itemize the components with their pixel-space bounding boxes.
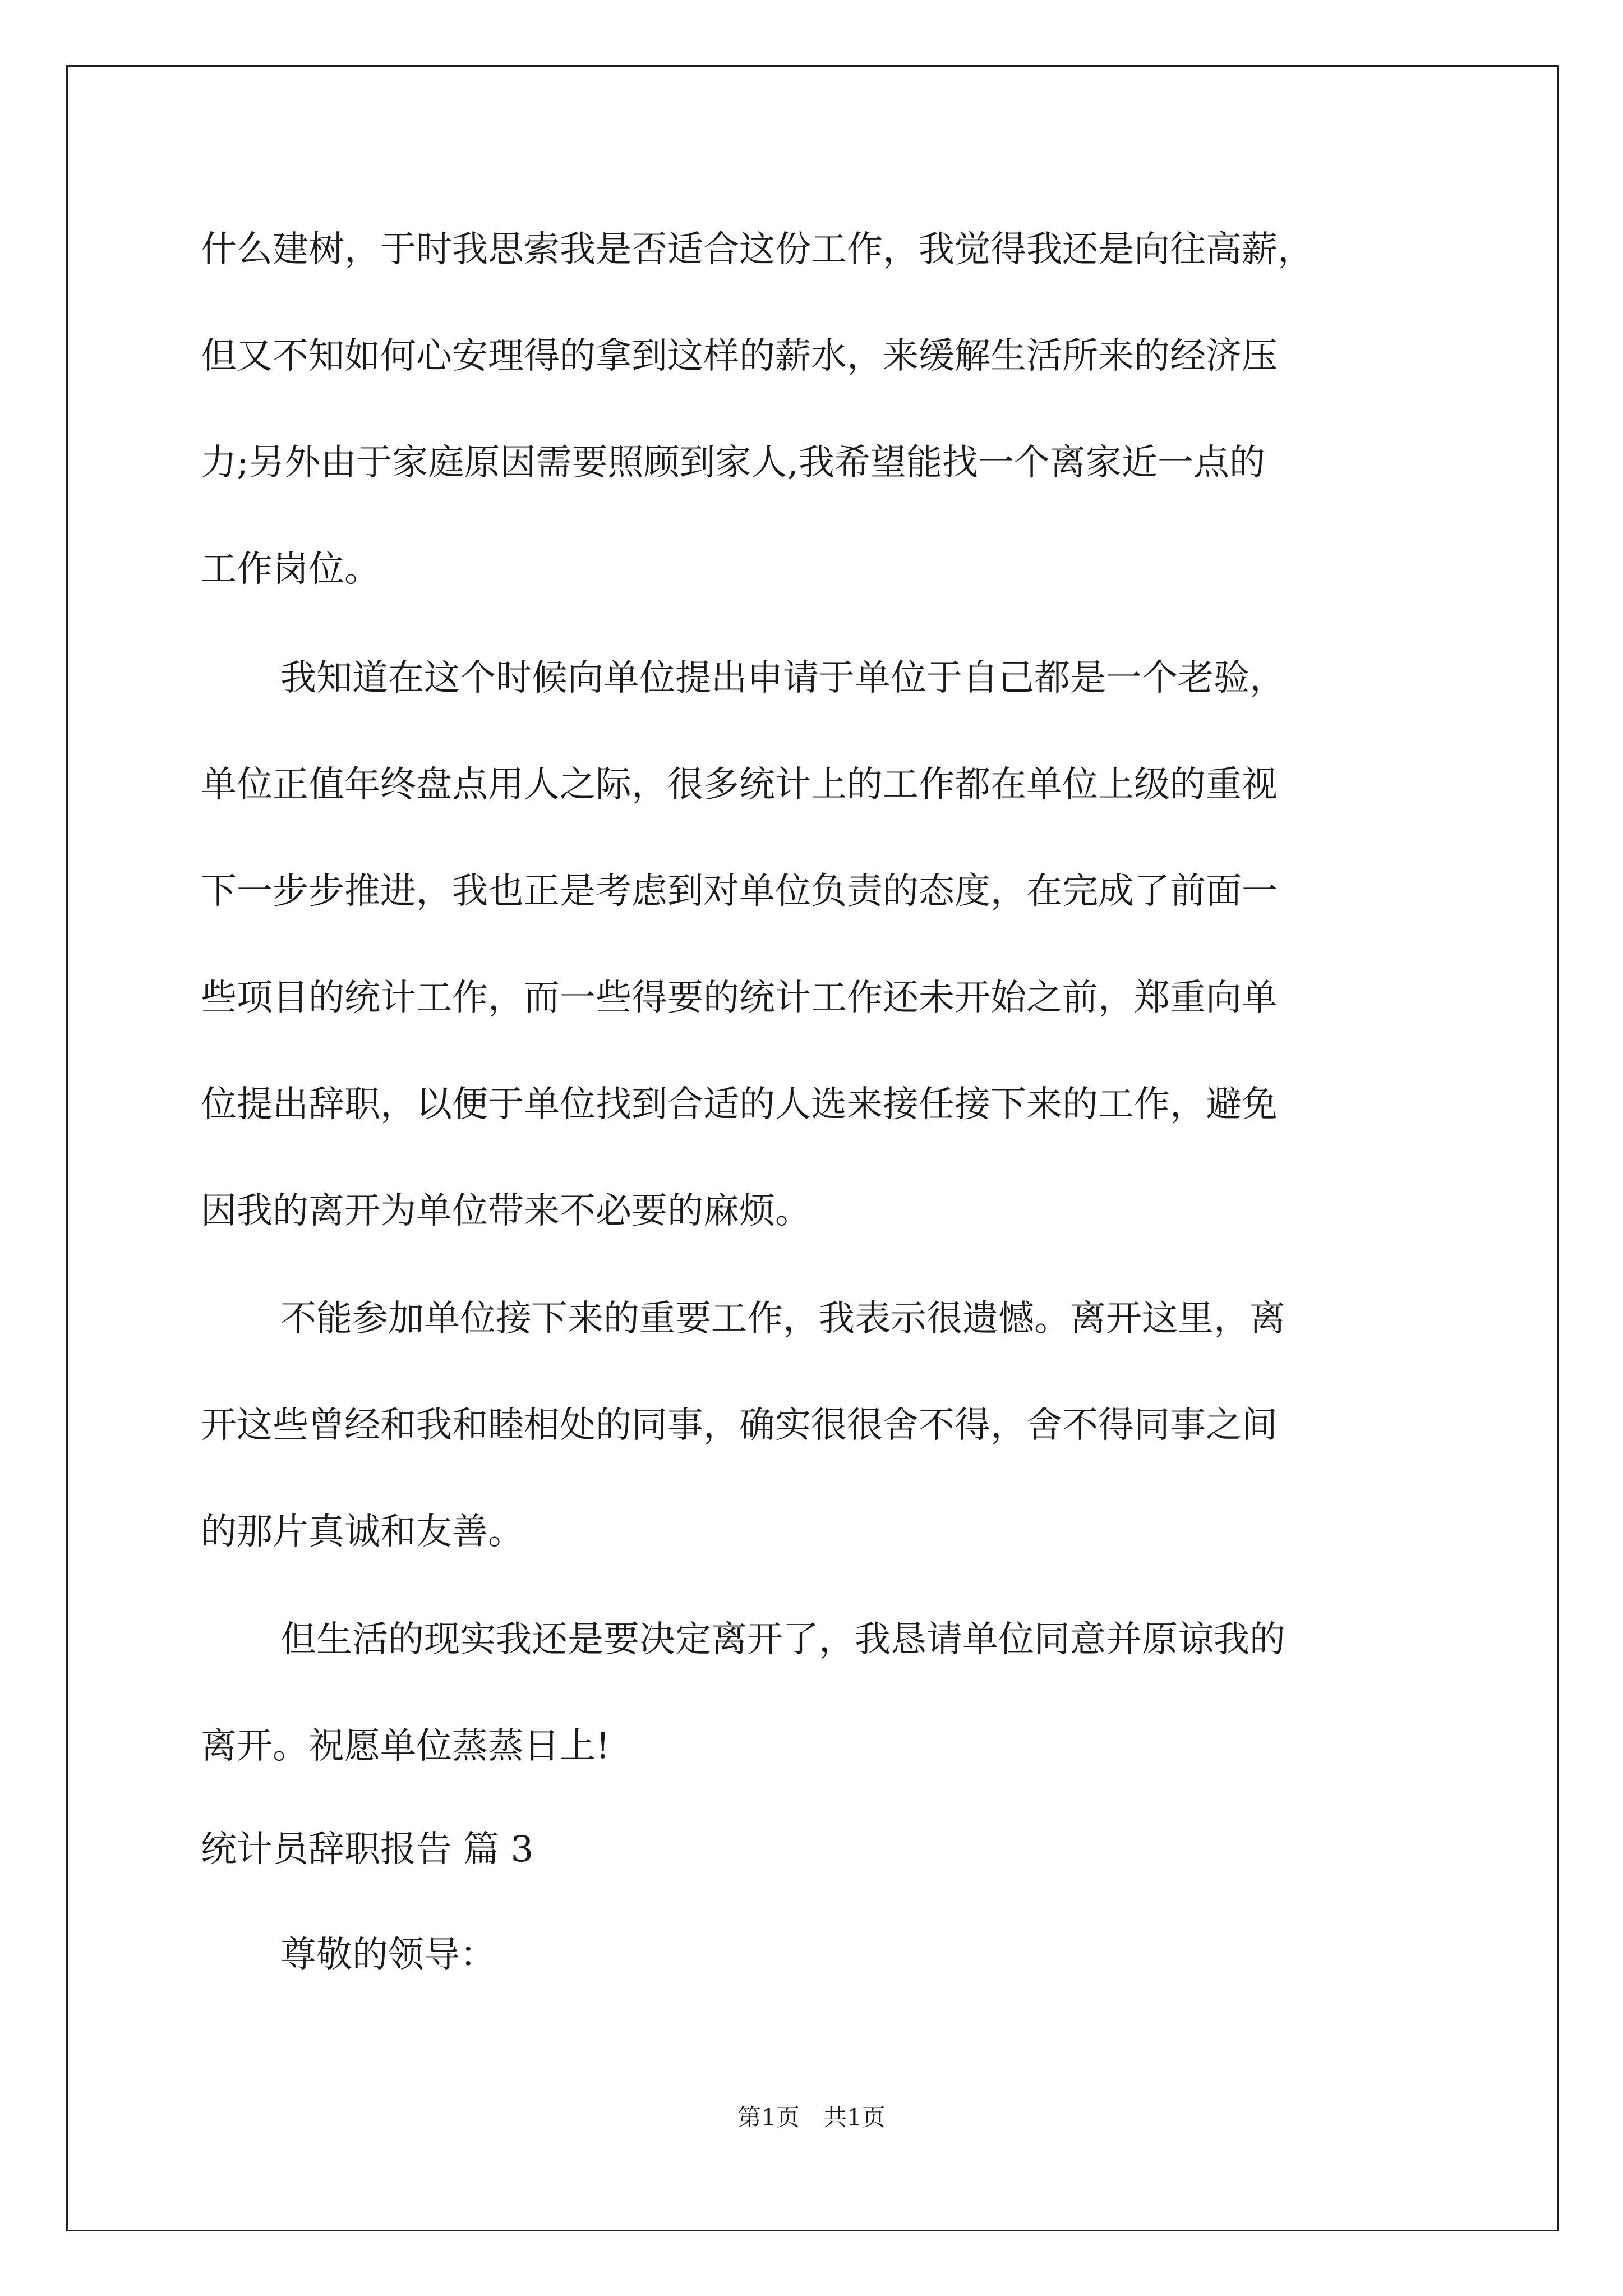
text-line: 什么建树，于时我思索我是否适合这份工作，我觉得我还是向往高薪， — [201, 229, 1313, 270]
text-line: 离开。祝愿单位蒸蒸日上! — [201, 1726, 610, 1767]
text-line: 开这些曾经和我和睦相处的同事，确实很很舍不得，舍不得同事之间 — [201, 1405, 1278, 1446]
text-line: 但又不知如何心安理得的拿到这样的薪水，来缓解生活所来的经济压 — [201, 335, 1278, 377]
text-line: 单位正值年终盘点用人之际，很多统计上的工作都在单位上级的重视 — [201, 764, 1278, 806]
paragraph-start: 但生活的现实我还是要决定离开了，我恳请单位同意并原谅我的 — [280, 1619, 1285, 1660]
text-line: 因我的离开为单位带来不必要的麻烦。 — [201, 1190, 811, 1232]
text-line: 的那片真诚和友善。 — [201, 1511, 524, 1553]
text-line: 下一步步推进，我也正是考虑到对单位负责的态度，在完成了前面一 — [201, 871, 1278, 912]
text-line: 位提出辞职，以便于单位找到合适的人选来接任接下来的工作，避免 — [201, 1084, 1278, 1125]
text-line: 力;另外由于家庭原因需要照顾到家人,我希望能找一个离家近一点的 — [201, 442, 1265, 484]
text-line: 些项目的统计工作，而一些得要的统计工作还未开始之前，郑重向单 — [201, 977, 1278, 1019]
salutation: 尊敬的领导： — [280, 1934, 496, 1976]
text-line: 工作岗位。 — [201, 549, 380, 590]
paragraph-start: 我知道在这个时候向单位提出申请于单位于自己都是一个老验， — [280, 657, 1285, 699]
page-border — [66, 65, 1559, 2231]
section-heading: 统计员辞职报告 篇 3 — [201, 1829, 534, 1870]
page-footer: 第1页 共1页 — [737, 2104, 886, 2131]
paragraph-start: 不能参加单位接下来的重要工作，我表示很遗憾。离开这里，离 — [280, 1298, 1285, 1340]
